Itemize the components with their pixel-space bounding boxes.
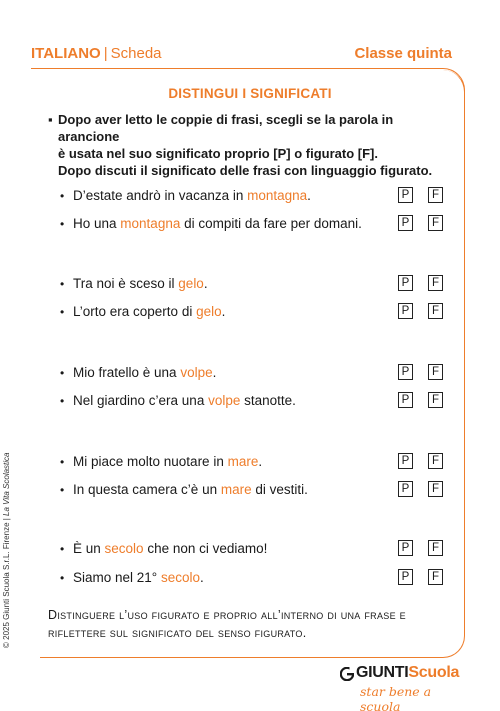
logo-brand-scuola: Scuola [408, 664, 460, 681]
sentence-row [60, 569, 460, 589]
sentence-before: D’estate andrò in vacanza in [73, 188, 248, 203]
sentence-before: Tra noi è sceso il [73, 276, 179, 291]
proper-meaning-checkbox[interactable]: P [398, 187, 413, 203]
sentence-after: . [212, 365, 217, 380]
sentence-before: Mi piace molto nuotare in [73, 454, 228, 469]
highlighted-word: volpe [180, 365, 213, 380]
sentence-text [73, 188, 311, 203]
row-bullet: • [60, 189, 65, 203]
sentence-row [60, 275, 460, 295]
subject-heading [31, 45, 162, 62]
sentence-text [73, 304, 225, 319]
sentence-row [60, 364, 460, 384]
sentence-after: di compiti da fare per domani. [180, 216, 362, 231]
sentence-before: L’orto era coperto di [73, 304, 197, 319]
instruction-bullet: ▪ [48, 112, 53, 127]
sentence-row [60, 481, 460, 501]
row-bullet: • [60, 217, 65, 231]
sentence-row [60, 540, 460, 560]
subject-label: ITALIANO [31, 45, 101, 62]
sentence-before: Siamo nel 21° [73, 570, 161, 585]
sentence-text [73, 570, 204, 585]
figurative-meaning-checkbox[interactable]: F [428, 453, 443, 469]
highlighted-word: volpe [208, 393, 241, 408]
instructions [48, 111, 458, 179]
figurative-meaning-checkbox[interactable]: F [428, 481, 443, 497]
sentence-after: . [307, 188, 311, 203]
figurative-meaning-checkbox[interactable]: F [428, 540, 443, 556]
row-bullet: • [60, 277, 65, 291]
figurative-meaning-checkbox[interactable]: F [428, 392, 443, 408]
row-bullet: • [60, 394, 65, 408]
sentence-row [60, 392, 460, 412]
sentence-text [73, 541, 267, 556]
row-bullet: • [60, 366, 65, 380]
figurative-meaning-checkbox[interactable]: F [428, 187, 443, 203]
giunti-logo-icon [340, 667, 354, 681]
sentence-before: Nel giardino c’era una [73, 393, 209, 408]
publisher-logo [340, 664, 470, 711]
objective-line-2: riflettere sul significato del senso figurato. [48, 626, 307, 640]
sentence-row [60, 215, 460, 235]
row-bullet: • [60, 571, 65, 585]
sentence-before: È un [73, 541, 105, 556]
learning-objective [48, 606, 468, 642]
highlighted-word: secolo [160, 570, 200, 585]
grade-label: Classe quinta [354, 45, 452, 62]
sentence-text [73, 454, 262, 469]
highlighted-word: mare [220, 482, 252, 497]
page-title: DISTINGUI I SIGNIFICATI [168, 86, 332, 101]
section-label: Scheda [110, 45, 162, 62]
proper-meaning-checkbox[interactable]: P [398, 275, 413, 291]
instruction-line-1: Dopo aver letto le coppie di frasi, scegli se la parola in arancione [58, 112, 394, 144]
figurative-meaning-checkbox[interactable]: F [428, 569, 443, 585]
proper-meaning-checkbox[interactable]: P [398, 540, 413, 556]
proper-meaning-checkbox[interactable]: P [398, 303, 413, 319]
row-bullet: • [60, 483, 65, 497]
proper-meaning-checkbox[interactable]: P [398, 569, 413, 585]
sentence-row [60, 303, 460, 323]
sentence-after: di vestiti. [251, 482, 308, 497]
sentence-after: . [203, 276, 208, 291]
proper-meaning-checkbox[interactable]: P [398, 453, 413, 469]
figurative-meaning-checkbox[interactable]: F [428, 215, 443, 231]
row-bullet: • [60, 305, 65, 319]
logo-wordmark [356, 664, 459, 682]
highlighted-word: montagna [120, 216, 181, 231]
sentence-after: . [221, 304, 226, 319]
copyright-notice [2, 288, 14, 648]
copyright-text: © 2025 Giunti Scuola S.r.L. Firenze | [2, 515, 11, 648]
header-rule [31, 68, 331, 69]
instruction-line-2: è usata nel suo significato proprio [P] o figurato [F]. [58, 146, 378, 161]
figurative-meaning-checkbox[interactable]: F [428, 364, 443, 380]
sentence-after: che non ci vediamo! [143, 541, 268, 556]
highlighted-word: secolo [104, 541, 144, 556]
sentence-text [73, 482, 308, 497]
sentence-row [60, 187, 460, 207]
logo-brand: GIUNTI [356, 664, 409, 681]
highlighted-word: gelo [196, 304, 222, 319]
sentence-after: . [199, 570, 204, 585]
sentence-text [73, 276, 208, 291]
highlighted-word: mare [227, 454, 259, 469]
copyright-publication: La Vita Scolastica [2, 452, 11, 516]
sentence-after: stanotte. [240, 393, 296, 408]
highlighted-word: montagna [247, 188, 308, 203]
header [0, 0, 500, 70]
proper-meaning-checkbox[interactable]: P [398, 392, 413, 408]
sentence-text [73, 365, 216, 380]
sentence-before: In questa camera c’è un [73, 482, 221, 497]
proper-meaning-checkbox[interactable]: P [398, 364, 413, 380]
instruction-line-3: Dopo discuti il significato delle frasi con linguaggio figurato. [58, 163, 433, 178]
objective-line-1: Distinguere l’uso figurato e proprio all’interno di una frase e [48, 608, 406, 622]
sentence-text [73, 216, 362, 231]
figurative-meaning-checkbox[interactable]: F [428, 275, 443, 291]
row-bullet: • [60, 542, 65, 556]
sentence-after: . [258, 454, 263, 469]
proper-meaning-checkbox[interactable]: P [398, 481, 413, 497]
proper-meaning-checkbox[interactable]: P [398, 215, 413, 231]
sentence-before: Ho una [73, 216, 121, 231]
figurative-meaning-checkbox[interactable]: F [428, 303, 443, 319]
sentence-before: Mio fratello è una [73, 365, 181, 380]
header-separator: | [103, 45, 108, 62]
sentence-row [60, 453, 460, 473]
logo-tagline: star bene a scuola [360, 684, 432, 711]
highlighted-word: gelo [178, 276, 204, 291]
row-bullet: • [60, 455, 65, 469]
sentence-text [73, 393, 296, 408]
